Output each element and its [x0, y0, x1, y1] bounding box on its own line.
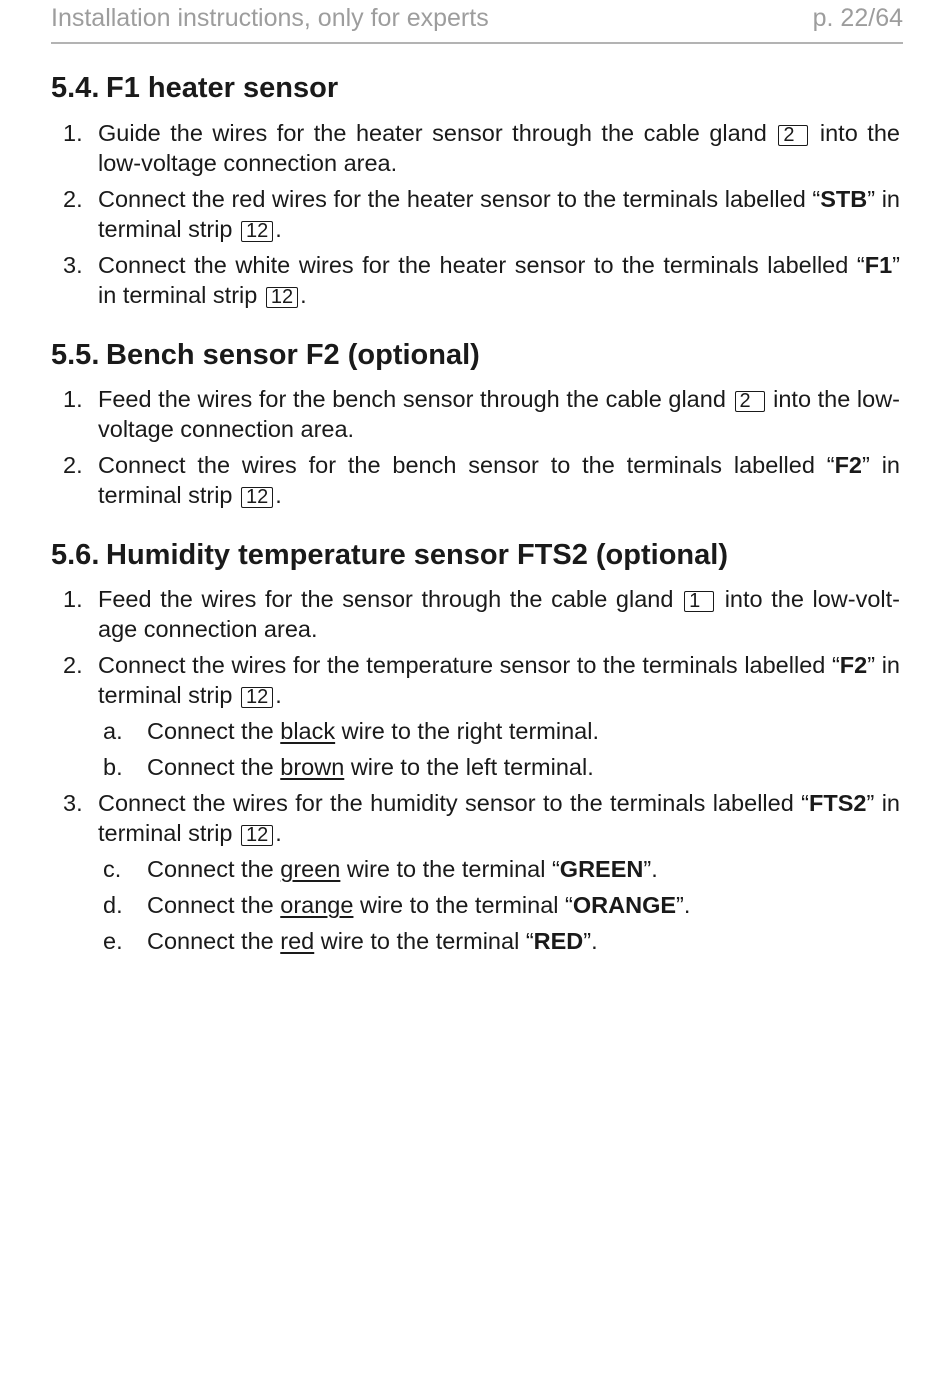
step-5-4-3: 3. Connect the white wires for the heater sensor to the terminals labelled “F1” in terminal strip 12 . — [63, 252, 900, 308]
substep-a: a. Connect the black wire to the right terminal. — [103, 718, 599, 744]
reference-box: 12 — [241, 825, 273, 846]
substep-b: b. Connect the brown wire to the left terminal. — [103, 754, 594, 780]
reference-box: 12 — [241, 221, 273, 242]
step-5-5-2: 2. Connect the wires for the bench sensor to the terminals labelled “F2” in terminal strip 12 . — [63, 452, 900, 508]
page-number: p. 22/64 — [812, 4, 903, 32]
substep-c: c. Connect the green wire to the terminal “GREEN”. — [103, 856, 658, 882]
page-header — [51, 0, 903, 44]
header-title: Installation instructions, only for experts — [51, 4, 489, 32]
step-5-6-3: 3. Connect the wires for the humidity sensor to the terminals labelled “FTS2” in terminal strip 12 . — [63, 790, 901, 846]
substep-e: e. Connect the red wire to the terminal “RED”. — [103, 928, 598, 954]
step-5-6-2: 2. Connect the wires for the temperature sensor to the terminals labelled “F2” in terminal strip 12 . — [63, 652, 900, 708]
reference-box: 12 — [266, 287, 298, 308]
reference-box: 12 — [241, 487, 273, 508]
step-5-5-1: 1. Feed the wires for the bench sensor through the cable gland 2 into the low-voltage connection area. — [63, 386, 901, 442]
section-heading-5-4: 5.4. F1 heater sensor — [51, 72, 339, 104]
step-5-4-2: 2. Connect the red wires for the heater sensor to the terminals labelled “STB” in terminal strip 12 . — [63, 186, 900, 242]
step-5-6-1: 1. Feed the wires for the sensor through the cable gland 1 into the low-volt-age connection area. — [63, 586, 901, 642]
section-heading-5-5: 5.5. Bench sensor F2 (optional) — [51, 339, 480, 371]
substep-d: d. Connect the orange wire to the terminal “ORANGE”. — [103, 892, 691, 918]
reference-box: 12 — [241, 687, 273, 708]
step-5-4-1: 1. Guide the wires for the heater sensor through the cable gland 2 into the low-voltage connection area. — [63, 120, 900, 176]
reference-box: 1 — [684, 591, 714, 612]
reference-box: 2 — [778, 125, 808, 146]
reference-box: 2 — [735, 391, 765, 412]
section-heading-5-6: 5.6. Humidity temperature sensor FTS2 (optional) — [51, 539, 728, 571]
